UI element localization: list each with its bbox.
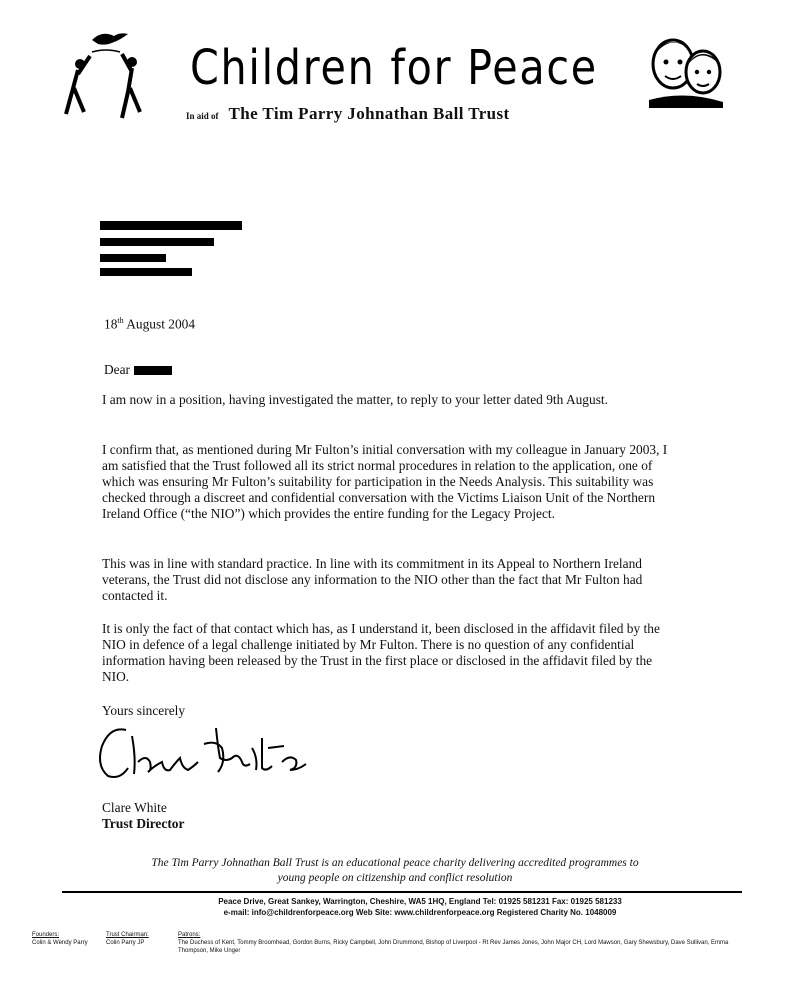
footer-mission: The Tim Parry Johnathan Ball Trust is an educational peace charity delivering accredited programmes to young people on citizenship and conflict resolution xyxy=(151,857,639,884)
footer-address: Peace Drive, Great Sankey, Warrington, Cheshire, WA5 1HQ, England Tel: 01925 581231 Fax: 01925 581233 e-mail: info@childrenforpeace.org Web Site: www.childrenforpeace.org Registered Charity No. 1048009 xyxy=(218,897,622,917)
signer-title: Trust Director xyxy=(102,816,185,831)
body-paragraph: I confirm that, as mentioned during Mr Fulton’s initial conversation with my colleague in January 2003, I am satisfied that the Trust followed all its strict normal procedures in relation to the application, one of which was ensuring Mr Fulton’s suitability for participation in the Needs Analysis. This suitability was checked through a discreet and confidential conversation with the Victims Liaison Unit of the Northern Ireland Office (“the NIO”) which provides the entire funding for the Legacy Project. xyxy=(102,442,668,521)
handwritten-signature xyxy=(92,718,332,788)
dove-children-logo xyxy=(62,22,152,122)
footer-divider xyxy=(62,891,742,893)
body-paragraph: This was in line with standard practice. In line with its commitment in its Appeal to Northern Ireland veterans, the Trust did not disclose any information to the NIO other than the fact that Mr Fulton had contacted it. xyxy=(102,556,643,603)
body-paragraph: It is only the fact of that contact which has, as I understand it, been disclosed in the affidavit filed by the NIO in defence of a legal challenge initiated by Mr Fulton. There is no question of any confidential information having been released by the Trust in the first place or disclosed in the affidavit filed by the NIO. xyxy=(102,621,660,684)
brand-name: Children for Peace xyxy=(190,40,598,96)
salutation: Dear xyxy=(104,362,172,378)
redacted-address-line xyxy=(100,268,192,276)
signer-name: Clare White xyxy=(102,800,167,815)
closing: Yours sincerely xyxy=(102,703,186,718)
redacted-address-line xyxy=(100,221,242,230)
trust-subtitle xyxy=(186,104,510,124)
aid-prefix: In aid of xyxy=(186,111,219,121)
redacted-address-line xyxy=(100,254,166,262)
redacted-address-line xyxy=(100,238,214,246)
trust-name: The Tim Parry Johnathan Ball Trust xyxy=(228,104,510,123)
memorial-portraits-image xyxy=(645,28,725,108)
patrons-block: Patrons: The Duchess of Kent, Tommy Broomhead, Gordon Burns, Ricky Campbell, John Drummond, Bishop of Liverpool - Rt Rev James Jones, John Major CH, Lord Mawson, Gary Shewsbury, Dave Sullivan, Emma Thompson, Mike Unger xyxy=(178,932,729,954)
chairman-block: Trust Chairman: Colin Parry JP xyxy=(106,932,149,946)
body-paragraph: I am now in a position, having investigated the matter, to reply to your letter dated 9th August. xyxy=(102,392,608,407)
redacted-recipient-name xyxy=(134,366,172,375)
letter-date: 18th August 2004 xyxy=(104,316,196,332)
founders-block: Founders: Colin & Wendy Parry xyxy=(32,932,88,946)
